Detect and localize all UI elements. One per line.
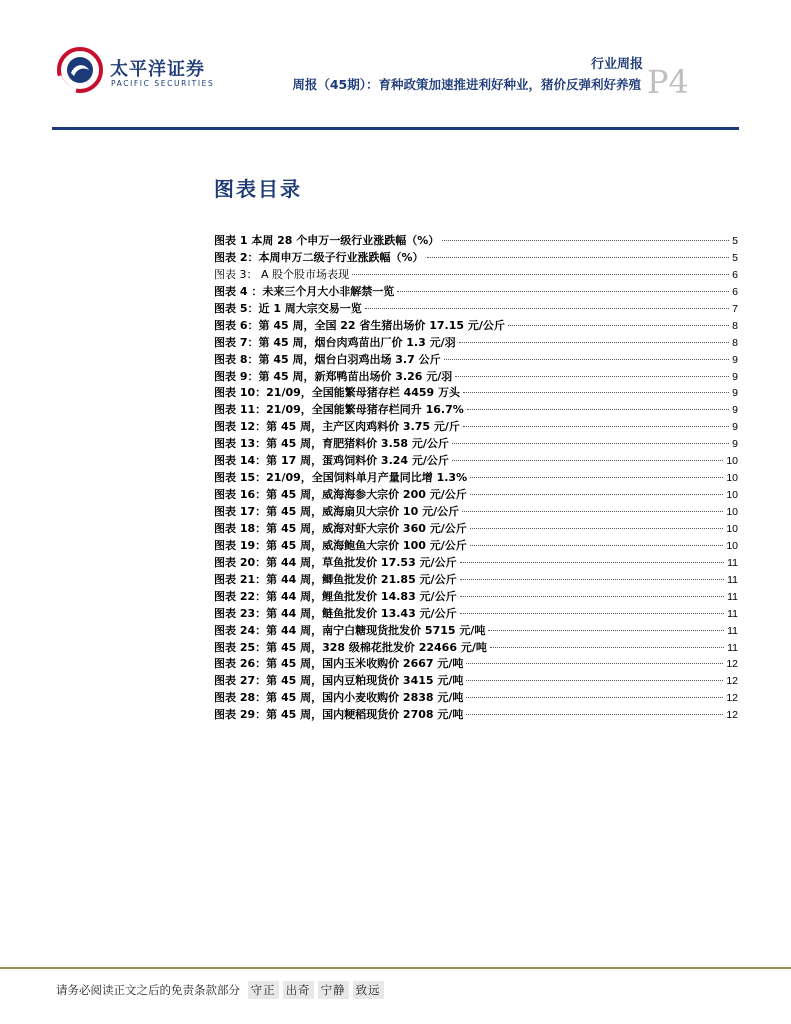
- toc-leader-dots: [452, 460, 723, 461]
- toc-leader-dots: [460, 596, 725, 597]
- toc-entry[interactable]: [214, 555, 738, 572]
- toc-entry-label: 图表 16：第 45 周，威海海参大宗价 200 元/公斤: [214, 488, 467, 502]
- toc-entry-label: 图表 4 ：未来三个月大小非解禁一览: [214, 284, 395, 298]
- toc-entry-label: 图表 3： A 股个股市场表现: [214, 267, 350, 281]
- toc-leader-dots: [460, 613, 725, 614]
- toc-entry[interactable]: [214, 352, 738, 369]
- toc-entry-page: 9: [732, 353, 738, 366]
- toc-entry-label: 图表 6：第 45 周，全国 22 省生猪出场价 17.15 元/公斤: [214, 318, 505, 332]
- logo-chinese-name: 太平洋证券: [110, 59, 205, 80]
- toc-entry-label: 图表 27：第 45 周，国内豆粕现货价 3415 元/吨: [214, 674, 464, 688]
- page-number: P4: [647, 63, 689, 101]
- toc-entry-page: 10: [726, 489, 738, 502]
- toc-entry-label: 图表 7：第 45 周，烟台肉鸡苗出厂价 1.3 元/羽: [214, 335, 456, 349]
- toc-entry-page: 9: [732, 421, 738, 434]
- toc-entry[interactable]: [214, 690, 738, 707]
- toc-entry[interactable]: [214, 673, 738, 690]
- header-divider: [52, 127, 739, 130]
- toc-leader-dots: [452, 443, 729, 444]
- toc-entry-label: 图表 5：近 1 周大宗交易一览: [214, 301, 362, 315]
- toc-entry-label: 图表 24：第 44 周，南宁白糖现货批发价 5715 元/吨: [214, 623, 486, 637]
- toc-entry-page: 8: [732, 336, 738, 349]
- toc-entry-label: 图表 28：第 45 周，国内小麦收购价 2838 元/吨: [214, 691, 464, 705]
- toc-entry-label: 图表 23：第 44 周，鲢鱼批发价 13.43 元/公斤: [214, 606, 457, 620]
- toc-entry-label: 图表 20：第 44 周，草鱼批发价 17.53 元/公斤: [214, 555, 457, 569]
- table-of-figures: [214, 233, 738, 724]
- toc-entry-page: 11: [727, 590, 738, 603]
- toc-entry-label: 图表 18：第 45 周，威海对虾大宗价 360 元/公斤: [214, 521, 467, 535]
- toc-leader-dots: [460, 562, 725, 563]
- toc-entry-page: 12: [726, 709, 738, 722]
- toc-entry-page: 5: [732, 235, 738, 247]
- toc-entry[interactable]: [214, 538, 738, 555]
- toc-entry-page: 10: [726, 506, 738, 518]
- toc-leader-dots: [459, 342, 730, 343]
- toc-leader-dots: [463, 392, 729, 393]
- toc-entry-page: 12: [726, 675, 738, 688]
- toc-entry[interactable]: [214, 284, 738, 301]
- toc-entry[interactable]: [214, 453, 738, 470]
- toc-leader-dots: [462, 511, 723, 512]
- motto-word: 守正: [248, 981, 279, 999]
- toc-entry-label: 图表 2：本周申万二级子行业涨跌幅（%）: [214, 250, 424, 264]
- toc-entry[interactable]: [214, 504, 738, 521]
- toc-entry-page: 9: [732, 370, 738, 383]
- toc-leader-dots: [488, 630, 724, 631]
- toc-entry-page: 12: [726, 692, 738, 705]
- toc-entry[interactable]: [214, 656, 738, 673]
- footer: [56, 981, 388, 999]
- toc-entry[interactable]: [214, 707, 738, 724]
- toc-entry[interactable]: [214, 301, 738, 318]
- toc-entry[interactable]: [214, 318, 738, 335]
- toc-entry-label: 图表 8：第 45 周，烟台白羽鸡出场 3.7 公斤: [214, 352, 441, 366]
- toc-entry[interactable]: [214, 470, 738, 487]
- toc-leader-dots: [397, 291, 729, 292]
- toc-entry[interactable]: [214, 589, 738, 606]
- toc-leader-dots: [427, 257, 730, 258]
- toc-entry[interactable]: [214, 402, 738, 419]
- toc-entry-label: 图表 13：第 45 周，育肥猪料价 3.58 元/公斤: [214, 437, 449, 451]
- footer-divider: [0, 967, 791, 969]
- toc-leader-dots: [466, 697, 723, 698]
- toc-entry-page: 10: [726, 455, 738, 468]
- toc-entry[interactable]: [214, 606, 738, 623]
- toc-leader-dots: [490, 647, 724, 648]
- motto-word: 致远: [353, 981, 384, 999]
- toc-leader-dots: [442, 240, 729, 241]
- toc-entry-page: 11: [727, 607, 738, 620]
- toc-entry-page: 7: [732, 302, 738, 315]
- toc-entry[interactable]: [214, 436, 738, 453]
- toc-entry[interactable]: [214, 250, 738, 267]
- toc-leader-dots: [466, 663, 723, 664]
- pacific-securities-logo-icon: [56, 46, 104, 94]
- toc-entry[interactable]: [214, 335, 738, 352]
- company-logo: [56, 46, 216, 96]
- toc-entry-label: 图表 22：第 44 周，鲤鱼批发价 14.83 元/公斤: [214, 589, 457, 603]
- motto-word: 出奇: [283, 981, 314, 999]
- toc-leader-dots: [470, 545, 724, 546]
- toc-entry-page: 12: [726, 658, 738, 671]
- toc-leader-dots: [352, 274, 729, 275]
- toc-entry-page: 6: [732, 285, 738, 298]
- toc-entry-page: 10: [726, 522, 738, 535]
- toc-entry[interactable]: [214, 640, 738, 657]
- toc-entry[interactable]: [214, 385, 738, 402]
- toc-entry-label: 图表 1 本周 28 个申万一级行业涨跌幅（%）: [214, 234, 440, 247]
- toc-entry-label: 图表 25：第 45 周，328 级棉花批发价 22466 元/吨: [214, 640, 487, 654]
- footer-motto: [248, 983, 388, 997]
- toc-entry-page: 8: [732, 319, 738, 332]
- toc-entry-page: 9: [732, 387, 738, 400]
- toc-entry-label: 图表 29：第 45 周，国内粳稻现货价 2708 元/吨: [214, 708, 464, 722]
- toc-entry[interactable]: [214, 369, 738, 386]
- toc-leader-dots: [455, 376, 729, 377]
- toc-leader-dots: [466, 714, 723, 715]
- toc-entry[interactable]: [214, 521, 738, 538]
- toc-title: 图表目录: [214, 177, 302, 201]
- toc-entry-label: 图表 11：21/09，全国能繁母猪存栏同升 16.7%: [214, 403, 464, 417]
- toc-entry-label: 图表 9：第 45 周，新郑鸭苗出场价 3.26 元/羽: [214, 369, 453, 383]
- toc-entry-label: 图表 15：21/09，全国饲料单月产量同比增 1.3%: [214, 471, 468, 485]
- toc-leader-dots: [470, 494, 724, 495]
- toc-leader-dots: [444, 359, 730, 360]
- motto-word: 宁静: [318, 981, 349, 999]
- toc-leader-dots: [460, 579, 725, 580]
- toc-leader-dots: [467, 409, 729, 410]
- toc-entry-page: 5: [732, 251, 738, 264]
- toc-entry-page: 11: [727, 556, 738, 569]
- toc-entry[interactable]: [214, 572, 738, 589]
- report-title: 周报（45期）：育种政策加速推进利好种业，猪价反弹利好养殖: [292, 77, 641, 92]
- footer-disclaimer: 请务必阅读正文之后的免责条款部分: [56, 983, 240, 997]
- toc-entry-label: 图表 26：第 45 周，国内玉米收购价 2667 元/吨: [214, 657, 464, 671]
- toc-leader-dots: [508, 325, 729, 326]
- toc-entry-label: 图表 12：第 45 周，主产区肉鸡料价 3.75 元/斤: [214, 420, 460, 434]
- toc-entry[interactable]: [214, 623, 738, 640]
- toc-leader-dots: [365, 308, 729, 309]
- toc-entry-page: 6: [732, 268, 738, 281]
- toc-entry[interactable]: [214, 419, 738, 436]
- toc-entry[interactable]: [214, 487, 738, 504]
- toc-entry-label: 图表 10：21/09，全国能繁母猪存栏 4459 万头: [214, 386, 461, 400]
- toc-leader-dots: [463, 426, 729, 427]
- toc-leader-dots: [470, 528, 724, 529]
- toc-entry-label: 图表 14：第 17 周，蛋鸡饲料价 3.24 元/公斤: [214, 454, 449, 468]
- toc-entry-page: 10: [726, 472, 738, 485]
- logo-english-name: PACIFIC SECURITIES: [111, 79, 215, 88]
- toc-entry-page: 9: [732, 438, 738, 451]
- toc-leader-dots: [466, 680, 723, 681]
- toc-entry-label: 图表 17：第 45 周，威海扇贝大宗价 10 元/公斤: [214, 505, 460, 518]
- toc-entry-label: 图表 19：第 45 周，威海鲍鱼大宗价 100 元/公斤: [214, 538, 467, 552]
- toc-entry[interactable]: [214, 233, 738, 250]
- toc-entry[interactable]: [214, 267, 738, 284]
- toc-leader-dots: [470, 477, 723, 478]
- toc-entry-page: 11: [727, 573, 738, 586]
- report-type: 行业周报: [590, 57, 643, 72]
- toc-entry-page: 10: [726, 539, 738, 552]
- toc-entry-page: 11: [727, 641, 738, 654]
- toc-entry-page: 9: [732, 404, 738, 417]
- toc-entry-label: 图表 21：第 44 周，鲫鱼批发价 21.85 元/公斤: [214, 572, 457, 586]
- toc-entry-page: 11: [727, 624, 738, 637]
